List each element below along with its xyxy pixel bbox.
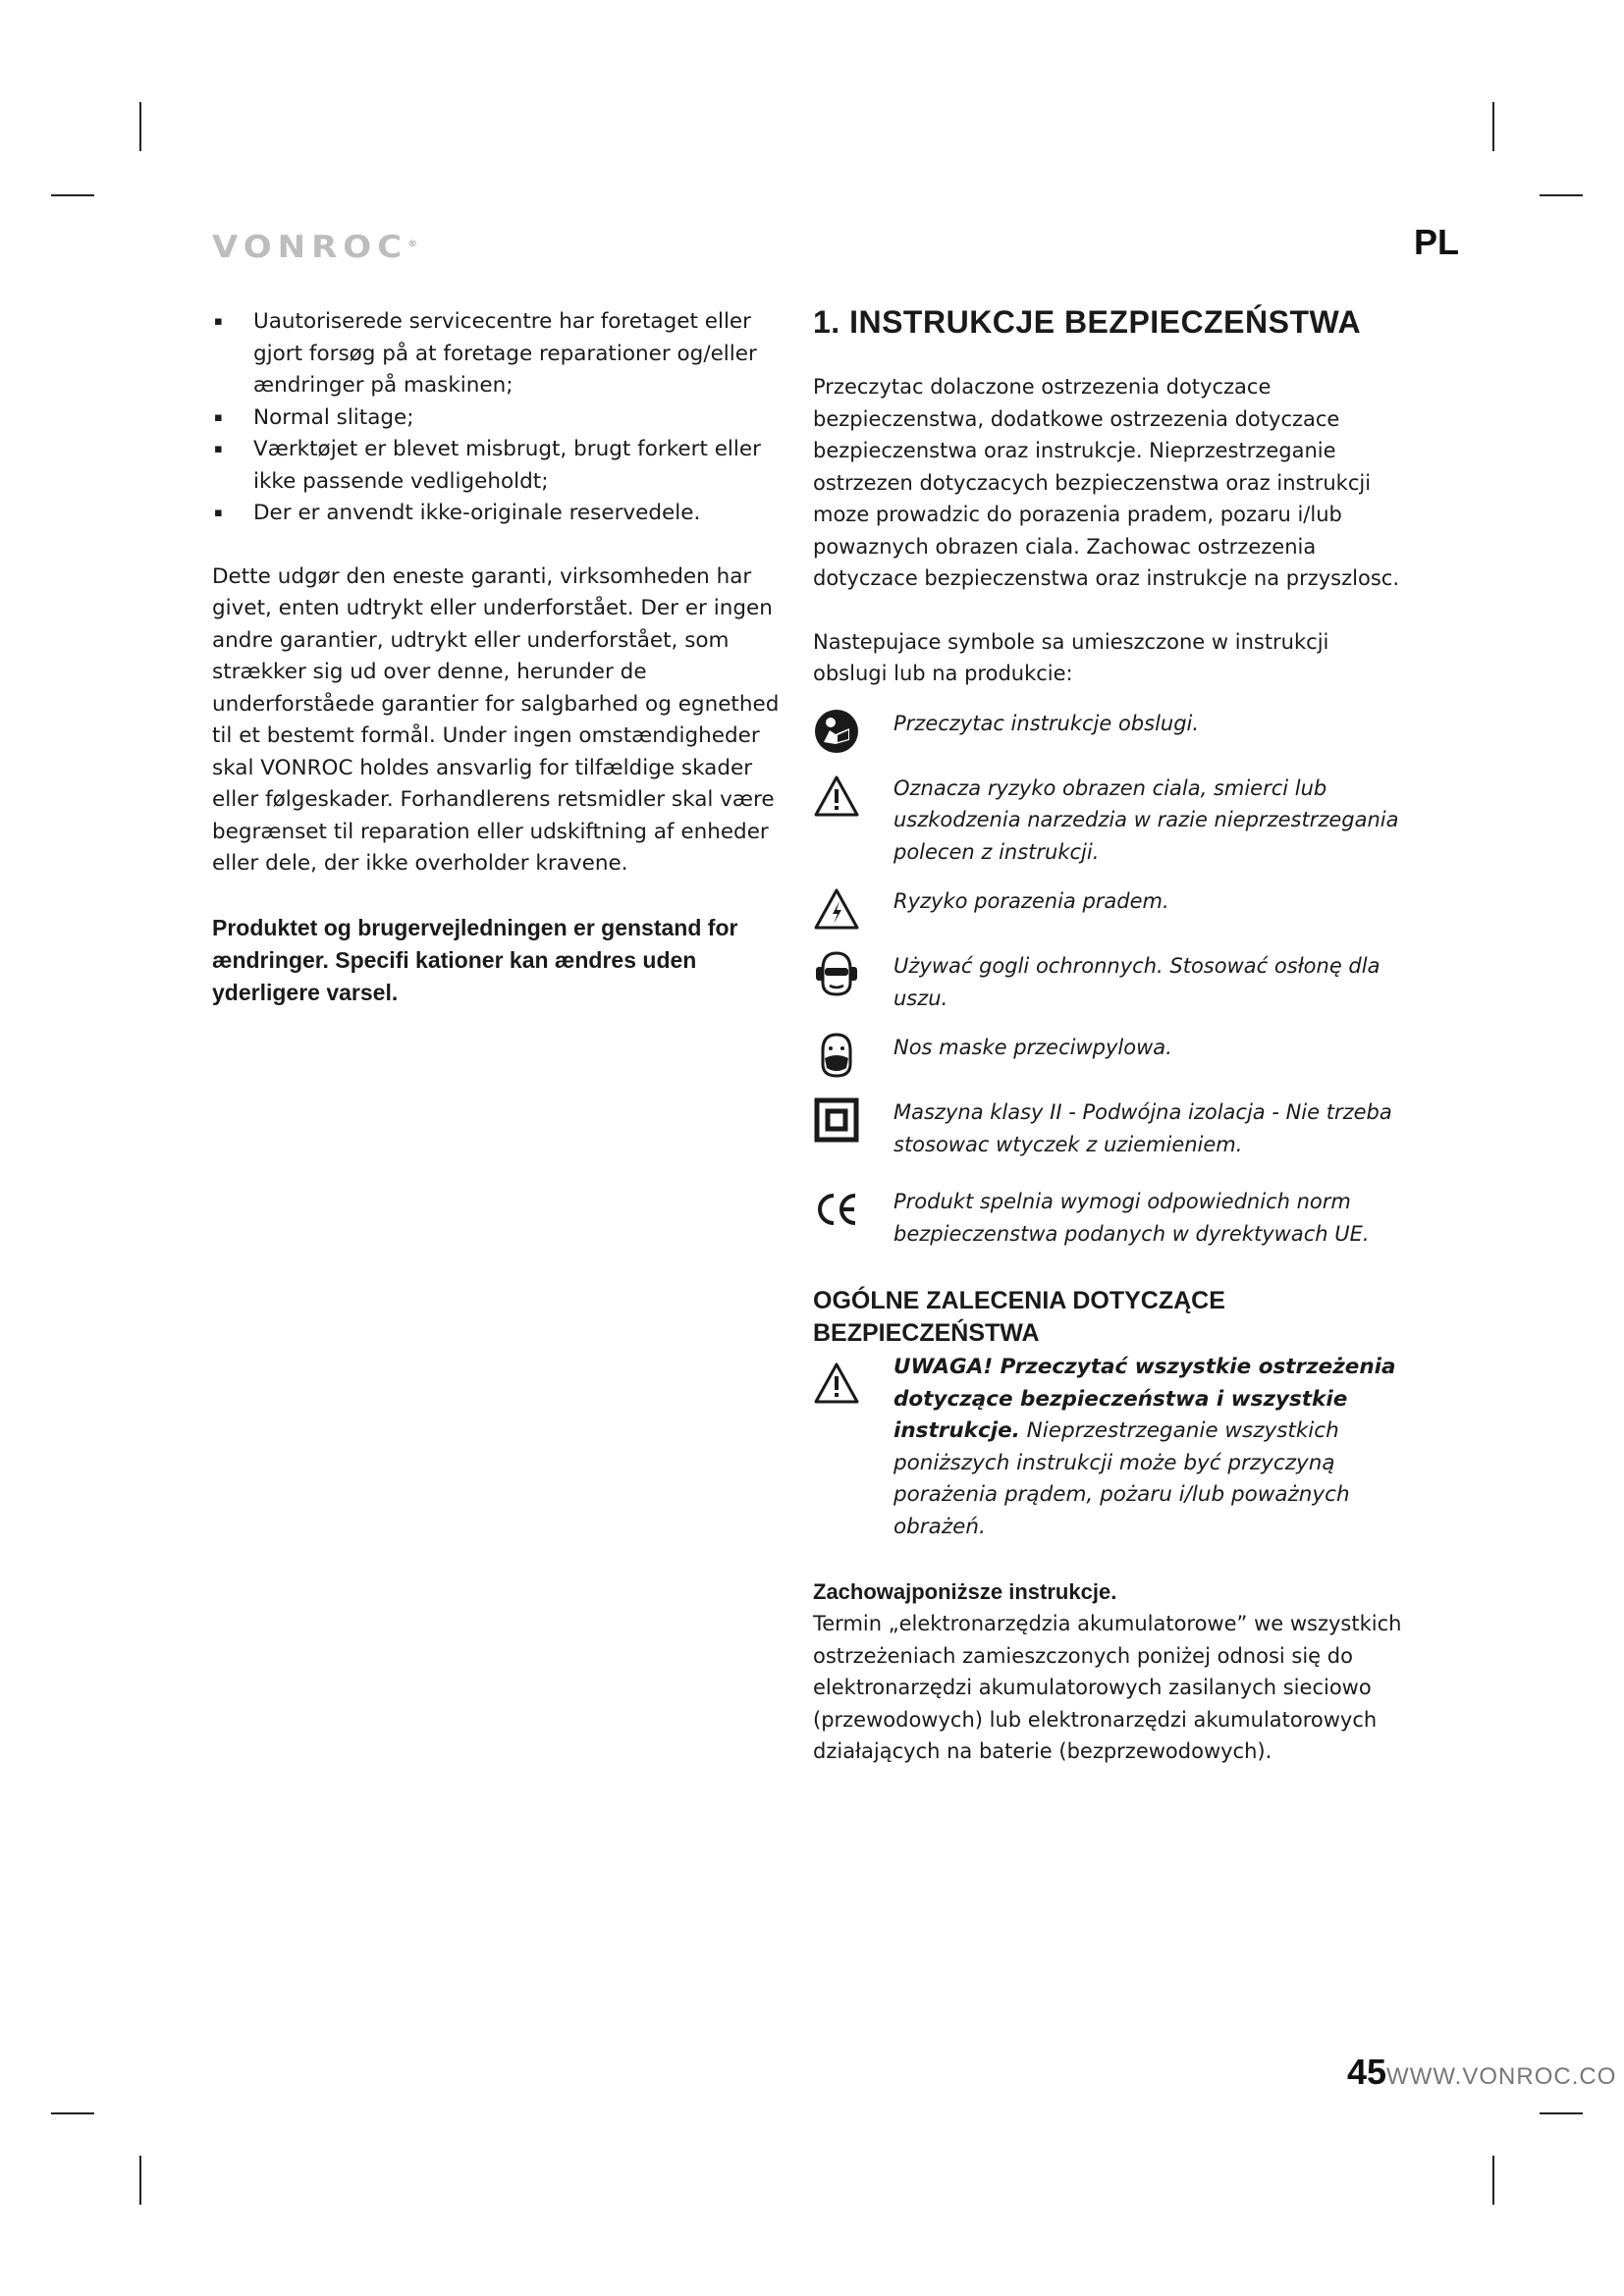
symbols-intro: Nastepujace symbole sa umieszczone w instrukcji obslugi lub na produkcie: <box>813 629 1329 685</box>
warning-icon <box>813 773 860 820</box>
crop-mark <box>51 2112 94 2114</box>
symbol-row <box>813 1186 1402 1250</box>
warranty-paragraph: Dette udgør den eneste garanti, virksomheden har givet, enten udtrykt eller underforstået. Der er ingen andre garantier, udtrykt eller underforstået, som strækker sig ud over denne, herunder de underforståede garantier for salgbarhed og egnethed til et bestemt formål. Under ingen omstændigheder skal VONROC holdes ansvarlig for tilfældige skader eller følgeskader. Forhandlerens retsmidler skal være begrænset til reparation eller udskiftning af enheder eller dele, der ikke overholder kravene. <box>212 563 780 876</box>
warranty-exclusions-list <box>212 306 801 530</box>
electric-shock-icon <box>813 885 860 933</box>
symbol-description: Przeczytac instrukcje obslugi. <box>893 711 1200 735</box>
section-title: 1. INSTRUKCJE BEZPIECZEŃSTWA <box>813 304 1362 340</box>
page-footer <box>1347 2052 1616 2093</box>
crop-mark <box>1540 194 1583 196</box>
language-code: PL <box>1414 222 1460 262</box>
page-number: 45 <box>1347 2052 1387 2092</box>
intro-paragraph: Przeczytac dolaczone ostrzezenia dotyczace bezpieczenstwa, dodatkowe ostrzezenia dotyczace bezpieczenstwa oraz instrukcje. Nieprzestrzeganie ostrzezen dotyczacych bezpieczenstwa oraz instrukcji moze prowadzic do porazenia pradem, pozaru i/lub powaznych obrazen ciala. Zachowac ostrzezenia dotyczace bezpieczenstwa oraz instrukcje na przyszlosc. <box>813 375 1399 590</box>
crop-mark <box>1540 2112 1583 2114</box>
warning-bold: UWAGA! Przeczytać wszystkie ostrzeżenia dotyczące bezpieczeństwa i wszystkie instrukcje. <box>893 1355 1396 1443</box>
list-item: ▪ Uautoriserede servicecentre har foretaget eller gjort forsøg på at foretage reparationer og/eller ændringer på maskinen; <box>212 306 801 402</box>
list-item: ▪ Værktøjet er blevet misbrugt, brugt forkert eller ikke passende vedligeholdt; <box>212 434 801 498</box>
right-column <box>813 300 1402 1768</box>
symbol-row <box>813 1096 1402 1160</box>
website-url: WWW.VONROC.CO <box>1386 2063 1617 2090</box>
list-item: ▪ Der er anvendt ikke-originale reservedele. <box>212 498 801 530</box>
symbol-description: Używać gogli ochronnych. Stosować osłonę dla uszu. <box>893 954 1380 1010</box>
crop-mark <box>1492 102 1494 151</box>
dust-mask-icon <box>813 1032 860 1079</box>
ce-mark-icon <box>813 1186 860 1233</box>
class-ii-icon <box>813 1096 860 1144</box>
warning-text <box>893 1352 1402 1543</box>
keep-instructions-heading: Zachowajponiższe instrukcje. <box>813 1579 1117 1604</box>
warning-block <box>813 1352 1402 1543</box>
crop-mark <box>51 194 94 196</box>
symbol-description: Oznacza ryzyko obrazen ciala, smierci lub uszkodzenia narzedzia w razie nieprzestrzegania polecen z instrukcji. <box>893 775 1399 864</box>
symbol-row <box>813 885 1402 933</box>
crop-mark <box>139 2156 141 2205</box>
symbol-row <box>813 950 1402 1014</box>
left-column <box>212 306 801 1009</box>
keep-instructions-text: Termin „elektronarzędzia akumulatorowe” we wszystkich ostrzeżeniach zamieszczonych poniżej odnosi się do elektronarzędzi akumulatorowych zasilanych sieciowo (przewodowych) lub elektronarzędzi akumulatorowych działających na baterie (bezprzewodowych). <box>813 1612 1402 1763</box>
goggles-ear-protection-icon <box>813 950 860 997</box>
brand-logo: VONROC® <box>212 229 418 266</box>
symbol-description: Nos maske przeciwpylowa. <box>893 1036 1172 1059</box>
symbol-description: Ryzyko porazenia pradem. <box>893 889 1169 913</box>
symbol-description: Maszyna klasy II - Podwójna izolacja - Nie trzeba stosowac wtyczek z uziemieniem. <box>893 1100 1392 1156</box>
list-item: ▪ Normal slitage; <box>212 402 801 435</box>
symbol-row <box>813 1032 1402 1079</box>
read-manual-icon <box>813 708 860 755</box>
symbol-row <box>813 773 1402 869</box>
change-notice: Produktet og brugervejledningen er genstand for ændringer. Specifi kationer kan ændres uden yderligere varsel. <box>212 914 738 1005</box>
warning-icon <box>813 1360 860 1407</box>
symbol-row <box>813 708 1402 755</box>
symbol-description: Produkt spelnia wymogi odpowiednich norm bezpieczenstwa podanych w dyrektywach UE. <box>893 1190 1370 1246</box>
crop-mark <box>139 102 141 151</box>
crop-mark <box>1492 2156 1494 2205</box>
warning-body: Nieprzestrzeganie wszystkich poniższych instrukcji może być przyczyną porażenia prądem, pożaru i/lub poważnych obrażeń. <box>893 1418 1350 1539</box>
general-safety-heading: OGÓLNE ZALECENIA DOTYCZĄCE BEZPIECZEŃSTWA <box>813 1287 1225 1347</box>
